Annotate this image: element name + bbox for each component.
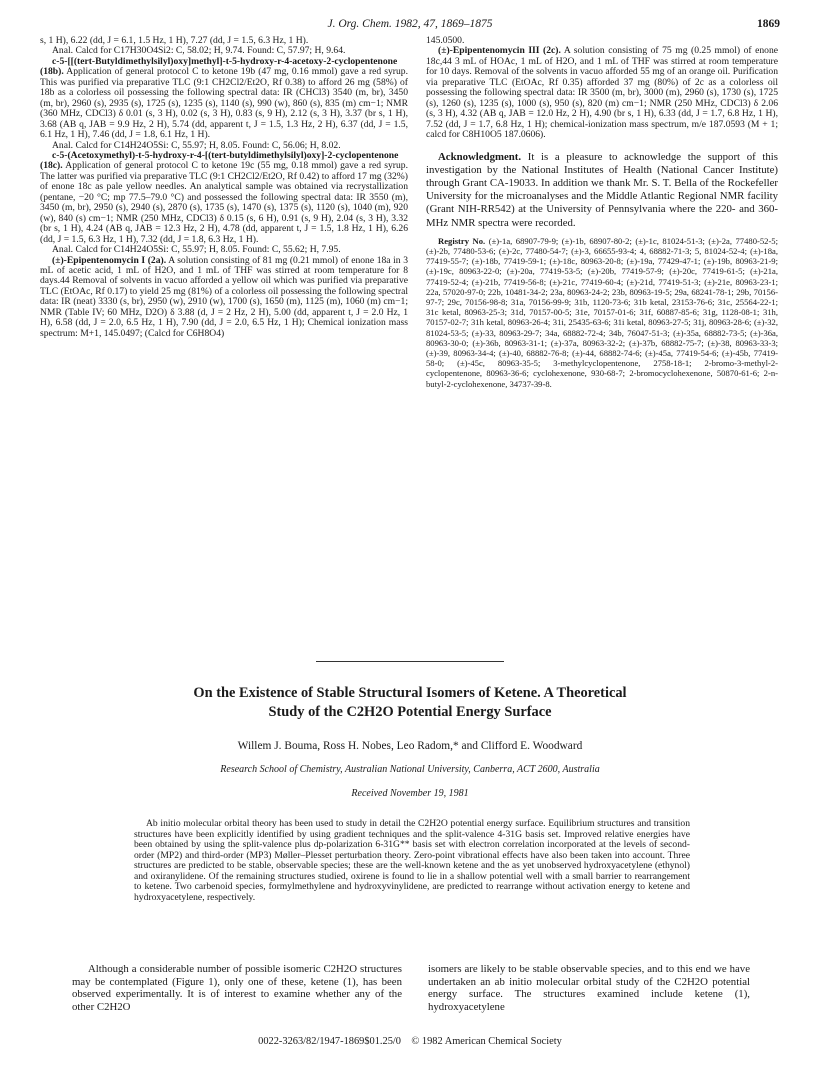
copyright-notice: © 1982 American Chemical Society: [411, 1036, 562, 1047]
compound-18b-paragraph: [40, 57, 408, 141]
introduction-left: Although a considerable number of possible isomeric C2H2O structures may be contemplated (Figure 1), only one of these, ketene (1), has been observed experimentally. It is of interest to examine whether any of the other C2H2O: [72, 963, 402, 1013]
article-title: [60, 684, 760, 721]
compound-heading: (±)-Epipentenomycin I (2a).: [52, 254, 167, 266]
article-title-line: Study of the C2H2O Potential Energy Surface: [268, 703, 552, 720]
received-date: Received November 19, 1981: [351, 788, 469, 799]
paragraph-continued: 145.0500.: [426, 35, 465, 46]
registry-text: (±)-1a, 68907-79-9; (±)-1b, 68907-80-2; (±)-1c, 81024-51-3; (±)-2a, 77480-52-5; (±)-2b, 77480-53-6; (±)-2c, 77480-54-7; (±)-3, 66655-93-4; 4, 68882-71-3; 5, 81024-52-4; (±)-18a, 77419-55-7; (±)-18b, 77419-59-1; (±)-18c, 80963-20-8; (±)-19a, 77429-47-1; (±)-19b, 80963-21-9; (±)-19c, 80963-22-0; (±)-20a, 77419-53-5; (±)-20b, 77419-57-9; (±)-20c, 77419-61-5; (±)-21a, 77419-52-4; (±)-21b, 77419-56-8; (±)-21c, 77419-60-4; (±)-21d, 77419-51-3; (±)-21e, 80963-23-1; 22a, 57020-97-0; 22b, 10481-34-2; 23a, 80963-24-2; 23b, 80963-19-5; 29a, 68241-78-1; 29b, 70156-97-7; 29c, 70156-98-8; 31a, 70156-99-9; 31b, 1120-73-6; 31b ketal, 23153-76-6; 31c, 25564-22-1; 31c ketal, 80963-25-3; 31d, 70157-00-5; 31e, 70157-01-6; 31f, 60887-85-6; 31g, 1128-08-1; 31h, 70157-02-7; 31h ketal, 80963-26-4; 31i, 25435-63-6; 31i ketal, 80963-27-5; 31j, 80963-28-6; (±)-32, 81024-53-5; (±)-33, 80963-29-7; 34a, 68882-72-4; 34b, 76047-51-3; (±)-35a, 68882-73-5; (±)-36a, 80963-30-0; (±)-36b, 80963-31-1; (±)-37a, 80963-32-2; (±)-37b, 68882-75-7; (±)-38, 80963-33-3; (±)-39, 80963-34-4; (±)-40, 68882-76-8; (±)-44, 68882-74-6; (±)-45a, 77419-54-6; (±)-45b, 77419-58-0; (±)-45c, 80963-35-5; 3-methylcyclopentenone, 2758-18-1; 2-bromo-3-methyl-2-cyclopentenone, 80963-36-6; cyclohexenone, 930-68-7; 2-bromocyclohexenone, 50870-61-6; 2-n-butyl-2-cyclohexenone, 34737-39-8.: [426, 235, 778, 389]
compound-heading: (±)-Epipentenomycin III (2c).: [438, 45, 561, 57]
compound-2a-paragraph: [40, 256, 408, 340]
compound-text: Application of general protocol C to ketone 19c (55 mg, 0.18 mmol) gave a red syrup. The latter was purified via preparative TLC (9:1 CH2Cl2/Et2O, Rf 0.42) to afford 17 mg (32%) of enone 18c as pale yellow needles. An analytical sample was obtained via recrystallization (pentane, −20 °C; mp 77.5–79.0 °C) and possessed the following spectral data: IR 3550 (m), 3450 (m, br), 2950 (s), 2940 (s), 2870 (s), 1735 (s), 1470 (s), 1375 (s), 1120 (s), 1040 (m), 920 (w), 840 (s) cm−1; NMR (250 MHz, CDCl3) δ 0.15 (s, 6 H), 0.91 (s, 9 H), 2.04 (s, 3 H), 3.32 (br s, 1 H), 4.24 (AB q, JAB = 12.3 Hz, 2 H), 4.78 (dd, apparent t, J = 1.5, 1.8 Hz, 1 H), 6.26 (dd, J = 1.5, 6.3 Hz, 1 H), 7.32 (dd, J = 1.8, 6.3 Hz, 1 H).: [40, 160, 408, 245]
compound-18c-paragraph: [40, 151, 408, 245]
compound-text: A solution consisting of 81 mg (0.21 mmol) of enone 18a in 3 mL of acetic acid, 1 mL of H2O, and 1 mL of THF was stirred at room temperature for 8 days.44 Removal of solvents in vacuo afforded a yellow oil which was purified via preparative TLC (EtOAc, Rf 0.17) to yield 25 mg (81%) of a colorless oil possessing the following spectral data: IR (neat) 3330 (s, br), 2950 (w), 2910 (w), 1700 (s), 1650 (m), 1125 (m), 1060 (m) cm−1; NMR (Table IV; 60 MHz, D2O) δ 3.88 (d, J = 2 Hz, 2 H), 5.00 (dd, apparent t, J = 2.0 Hz, 1 H), 6.58 (dd, J = 2.0, 6.5 Hz, 1 H), 7.90 (dd, J = 2.0, 6.5 Hz, 1 H); Chemical ionization mass spectrum: M+1, 145.0497; (Calcd for C6H8O4): [40, 254, 408, 339]
page-number: 1869: [757, 18, 780, 30]
registry-heading: Registry No.: [438, 235, 486, 246]
right-column: [426, 36, 778, 389]
article-title-line: On the Existence of Stable Structural Isomers of Ketene. A Theoretical: [193, 685, 627, 701]
analysis-paragraph: Anal. Calcd for C14H24O5Si: C, 55.97; H, 8.05. Found: C, 55.62; H, 7.95.: [52, 244, 341, 256]
journal-citation: J. Org. Chem. 1982, 47, 1869–1875: [327, 18, 493, 30]
analysis-paragraph: Anal. Calcd for C14H24O5Si: C, 55.97; H, 8.05. Found: C, 56.06; H, 8.02.: [52, 139, 341, 151]
registry-paragraph: [426, 236, 778, 389]
page-footer: [40, 1036, 780, 1047]
paragraph-continued: s, 1 H), 6.22 (dd, J = 6.1, 1.5 Hz, 1 H), 7.27 (dd, J = 1.5, 6.3 Hz, 1 H).: [40, 35, 309, 46]
running-header: [40, 18, 780, 34]
compound-text: A solution consisting of 75 mg (0.25 mmol) of enone 18c,44 3 mL of HOAc, 1 mL of H2O, and 1 mL of THF was stirred at room temperature for 10 days. Removal of the solvents in vacuo afforded 55 mg of an orange oil. Purification via preparative TLC (EtOAc, Rf 0.35) afforded 37 mg (80%) of 2c as a colorless oil possessing the following spectral data: IR 3500 (m, br), 3000 (m), 2960 (s), 1730 (s), 1725 (s), 1260 (s), 1235 (s), 1000 (s), 950 (s), 820 (m) cm−1; NMR (250 MHz, CDCl3) δ 2.06 (s, 3 H), 4.32 (AB q, JAB = 12.0 Hz, 2 H), 4.90 (br s, 1 H), 6.33 (dd, J = 1.7, 6.8 Hz, 1 H), 7.52 (dd, J = 1.7, 6.8 Hz, 1 H); chemical-ionization mass spectrum, m/e 187.0593 (M + 1; calcd for C8H10O5 187.0606).: [426, 45, 779, 141]
compound-heading: c-5-[[(tert-Butyldimethylsilyl)oxy]methyl]-t-5-hydroxy-r-4-acetoxy-2-cyclopentenone (18b).: [40, 55, 398, 78]
left-column: [40, 36, 408, 339]
analysis-paragraph: Anal. Calcd for C17H30O4Si2: C, 58.02; H, 9.74. Found: C, 57.97; H, 9.64.: [52, 45, 346, 57]
compound-2c-paragraph: [426, 46, 778, 140]
article-code: 0022-3263/82/1947-1869$01.25/0: [258, 1036, 402, 1047]
abstract: Ab initio molecular orbital theory has been used to study in detail the C2H2O potential energy surface. Equilibrium structures and transition structures have been explicitly identified by using gradient techniques and the split-valence 4-31G basis set. Improved relative energies have been obtained by using the split-valence plus dp-polarization 6-31G** basis set with electron correlation incorporated at the levels of second-order (MP2) and third-order (MP3) Møller–Plesset perturbation theory. Zero-point vibrational effects have also been taken into account. Three structures are predicted to be stable, observable species; these are the well-known ketene and the as yet unobserved hydroxyacetylene (ethynol) and oxiranylidene. Of the remaining structures studied, oxirene is found to lie in a shallow potential well with a small barrier to rearrangement to ketene. Two carbenoid species, formylmethylene and hydroxyvinylidene, are predicted to rearrange without activation energy to ketene and hydroxyacetylene, respectively.: [134, 818, 690, 903]
compound-heading: c-5-(Acetoxymethyl)-t-5-hydroxy-r-4-[(tert-butyldimethylsilyl)oxy]-2-cyclopentenone (18c).: [40, 149, 399, 172]
compound-text: Application of general protocol C to ketone 19b (47 mg, 0.16 mmol) gave a red syrup. This was purified via preparative TLC (9:1 CH2Cl2/Et2O, Rf 0.38) to afford 26 mg (58%) of 18b as a colorless oil possessing the following spectral data: IR (CHCl3) 3540 (m, br), 3450 (m, br), 2960 (s), 2935 (s), 1725 (s), 1235 (s), 1140 (s), 990 (w), 860 (s), 835 (m) cm−1; NMR (360 MHz, CDCl3) δ 0.01 (s, 3 H), 0.02 (s, 3 H), 0.83 (s, 9 H), 2.12 (s, 3 H), 3.37 (br s, 1 H), 3.68 (AB q, JAB = 9.9 Hz, 2 H), 5.74 (dd, apparent t, J = 1.5, 1.3 Hz, 2 H), 6.37 (dd, J = 1.5, 6.1 Hz, 1 H), 7.46 (dd, J = 1.8, 6.1 Hz, 1 H).: [40, 66, 408, 141]
section-divider: [316, 661, 504, 662]
article-authors: Willem J. Bouma, Ross H. Nobes, Leo Radom,* and Clifford E. Woodward: [237, 740, 583, 752]
introduction-right: isomers are likely to be stable observable species, and to this end we have undertaken an ab initio molecular orbital study of the C2H2O potential energy surface. The structures examined include ketene (1), hydroxyacetylene: [428, 963, 750, 1013]
acknowledgment-paragraph: [426, 151, 778, 230]
acknowledgment-heading: Acknowledgment.: [438, 150, 522, 163]
article-affiliation: Research School of Chemistry, Australian National University, Canberra, ACT 2600, Australia: [220, 764, 600, 775]
acknowledgment-text: It is a pleasure to acknowledge the support of this investigation by the National Institutes of Health (National Cancer Institute) through Grant CA-19033. In addition we thank Mr. S. T. Bella of the Rockefeller University for the microanalyses and the Middle Atlantic Regional NMR facility (Grant NIH-RR542) at the University of Pennsylvania where the 220- and 360-MHz NMR spectra were recorded.: [426, 150, 778, 229]
